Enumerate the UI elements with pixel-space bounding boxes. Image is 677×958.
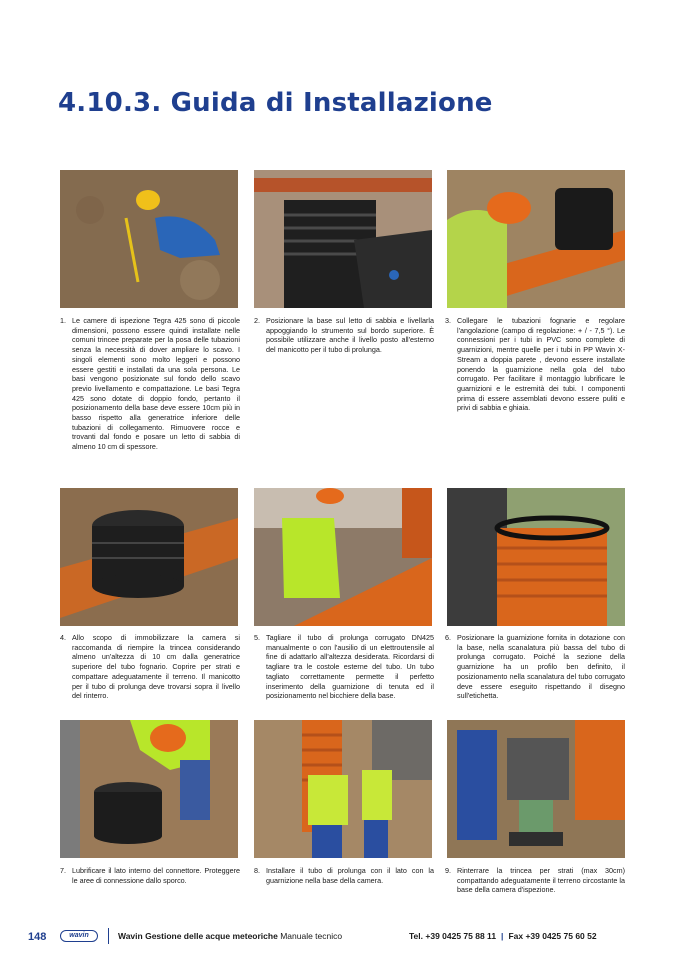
step-number: 9. bbox=[445, 866, 451, 875]
footer-title bbox=[118, 931, 342, 941]
step-text: Tagliare il tubo di prolunga corrugato DN425 manualmente o con l'ausilio di un elettroutensile al fine di adattarlo all'altezza desiderata. Ricordarsi di tagliare tra le costole esterne del tubo. Un tubo tagliato correttamente permette il perfetto inserimento della guarnizione di tenuta ed il posizionamento nel bicchiere della base. bbox=[266, 633, 434, 701]
step-number: 6. bbox=[445, 633, 451, 642]
step-text: Collegare le tubazioni fognarie e regolare l'angolazione (campo di regolazione: + / - 7,5 °). Le connessioni per i tubi in PVC sono complete di guarnizioni, mentre quelle per i tubi in PP Wavin X-Stream a doppia parete , devono essere installate ponendo la guarnizione nella gola del tubo corrugato. Per facilitare il montaggio lubrificare le guarnizioni e le estremità dei tubi. I componenti prima di essere assemblati devono essere puliti e privi di sabbia e ghiaia. bbox=[457, 316, 625, 413]
step-6 bbox=[445, 633, 625, 701]
step-text: Installare il tubo di prolunga con il lato con la guarnizione nella base della camera. bbox=[266, 866, 434, 885]
step-1 bbox=[60, 316, 240, 452]
footer-contact bbox=[409, 931, 597, 941]
step-8 bbox=[254, 866, 434, 885]
photo-step-3 bbox=[447, 170, 625, 308]
telephone: Tel. +39 0425 75 88 11 bbox=[409, 931, 497, 941]
step-7 bbox=[60, 866, 240, 885]
step-2 bbox=[254, 316, 434, 355]
photo-step-6 bbox=[447, 488, 625, 626]
photo-step-2 bbox=[254, 170, 432, 308]
step-4 bbox=[60, 633, 240, 701]
step-text: Allo scopo di immobilizzare la camera si raccomanda di riempire la trincea considerando almeno un'altezza di 10 cm dalla generatrice superiore del tubo fognario. Coprire per strati e compattare adeguatamente il terreno. Il manicotto per il tubo di prolunga deve trovarsi sopra il livello del rinterro. bbox=[72, 633, 240, 701]
document-subtitle: Manuale tecnico bbox=[280, 931, 343, 941]
step-number: 8. bbox=[254, 866, 260, 875]
step-number: 5. bbox=[254, 633, 260, 642]
page-title: 4.10.3. Guida di Installazione bbox=[58, 88, 493, 118]
photo-step-1 bbox=[60, 170, 238, 308]
step-text: Posizionare la base sul letto di sabbia e livellarla appoggiando lo strumento sul bordo superiore. È possibile utilizzare anche il livello posto all'esterno del manicotto per il tubo di prolunga. bbox=[266, 316, 434, 355]
photo-step-4 bbox=[60, 488, 238, 626]
photo-step-7 bbox=[60, 720, 238, 858]
page-number: 148 bbox=[28, 931, 47, 943]
wavin-logo: wavin bbox=[60, 930, 98, 942]
photo-step-9 bbox=[447, 720, 625, 858]
step-number: 2. bbox=[254, 316, 260, 325]
step-text: Rinterrare la trincea per strati (max 30cm) compattando adeguatamente il terreno circostante la base della camera d'ispezione. bbox=[457, 866, 625, 895]
step-text: Lubrificare il lato interno del connettore. Proteggere le aree di connessione dallo sporco. bbox=[72, 866, 240, 885]
photo-step-8 bbox=[254, 720, 432, 858]
step-text: Le camere di ispezione Tegra 425 sono di piccole dimensioni, possono essere quindi installate nelle comuni trincee preparate per la posa delle tubazioni senza la necessità di dover ampliare lo scavo. I singoli elementi sono molto leggeri e possono essere gestiti e installati da una sola persona. Le basi vengono posizionate sul fondo dello scavo previo livellamento e compattazione. Le basi Tegra 425 sono dotate di doppio fondo, pertanto il posizionamento della base deve essere 10cm più in basso rispetto alla generatrice inferiore delle tubazioni di collegamento. Rimuovere rocce e trovanti dal fondo e posare un letto di sabbia di almeno 10 cm di spessore. bbox=[72, 316, 240, 452]
step-9 bbox=[445, 866, 625, 895]
step-text: Posizionare la guarnizione fornita in dotazione con la base, nella scanalatura più bassa del tubo di prolunga corrugato. Poiché la sezione della guarnizione ha un profilo ben definito, il posizionamento nella scanalatura del tubo corrugato deve essere eseguito rispettando il disegno sull'etichetta. bbox=[457, 633, 625, 701]
contact-separator: | bbox=[501, 931, 504, 941]
document-title: Wavin Gestione delle acque meteoriche bbox=[118, 931, 278, 941]
photo-step-5 bbox=[254, 488, 432, 626]
step-3 bbox=[445, 316, 625, 413]
step-number: 4. bbox=[60, 633, 66, 642]
step-number: 1. bbox=[60, 316, 66, 325]
fax: Fax +39 0425 75 60 52 bbox=[508, 931, 597, 941]
page-footer bbox=[0, 928, 677, 948]
step-number: 3. bbox=[445, 316, 451, 325]
step-5 bbox=[254, 633, 434, 701]
footer-divider bbox=[108, 928, 109, 944]
step-number: 7. bbox=[60, 866, 66, 875]
